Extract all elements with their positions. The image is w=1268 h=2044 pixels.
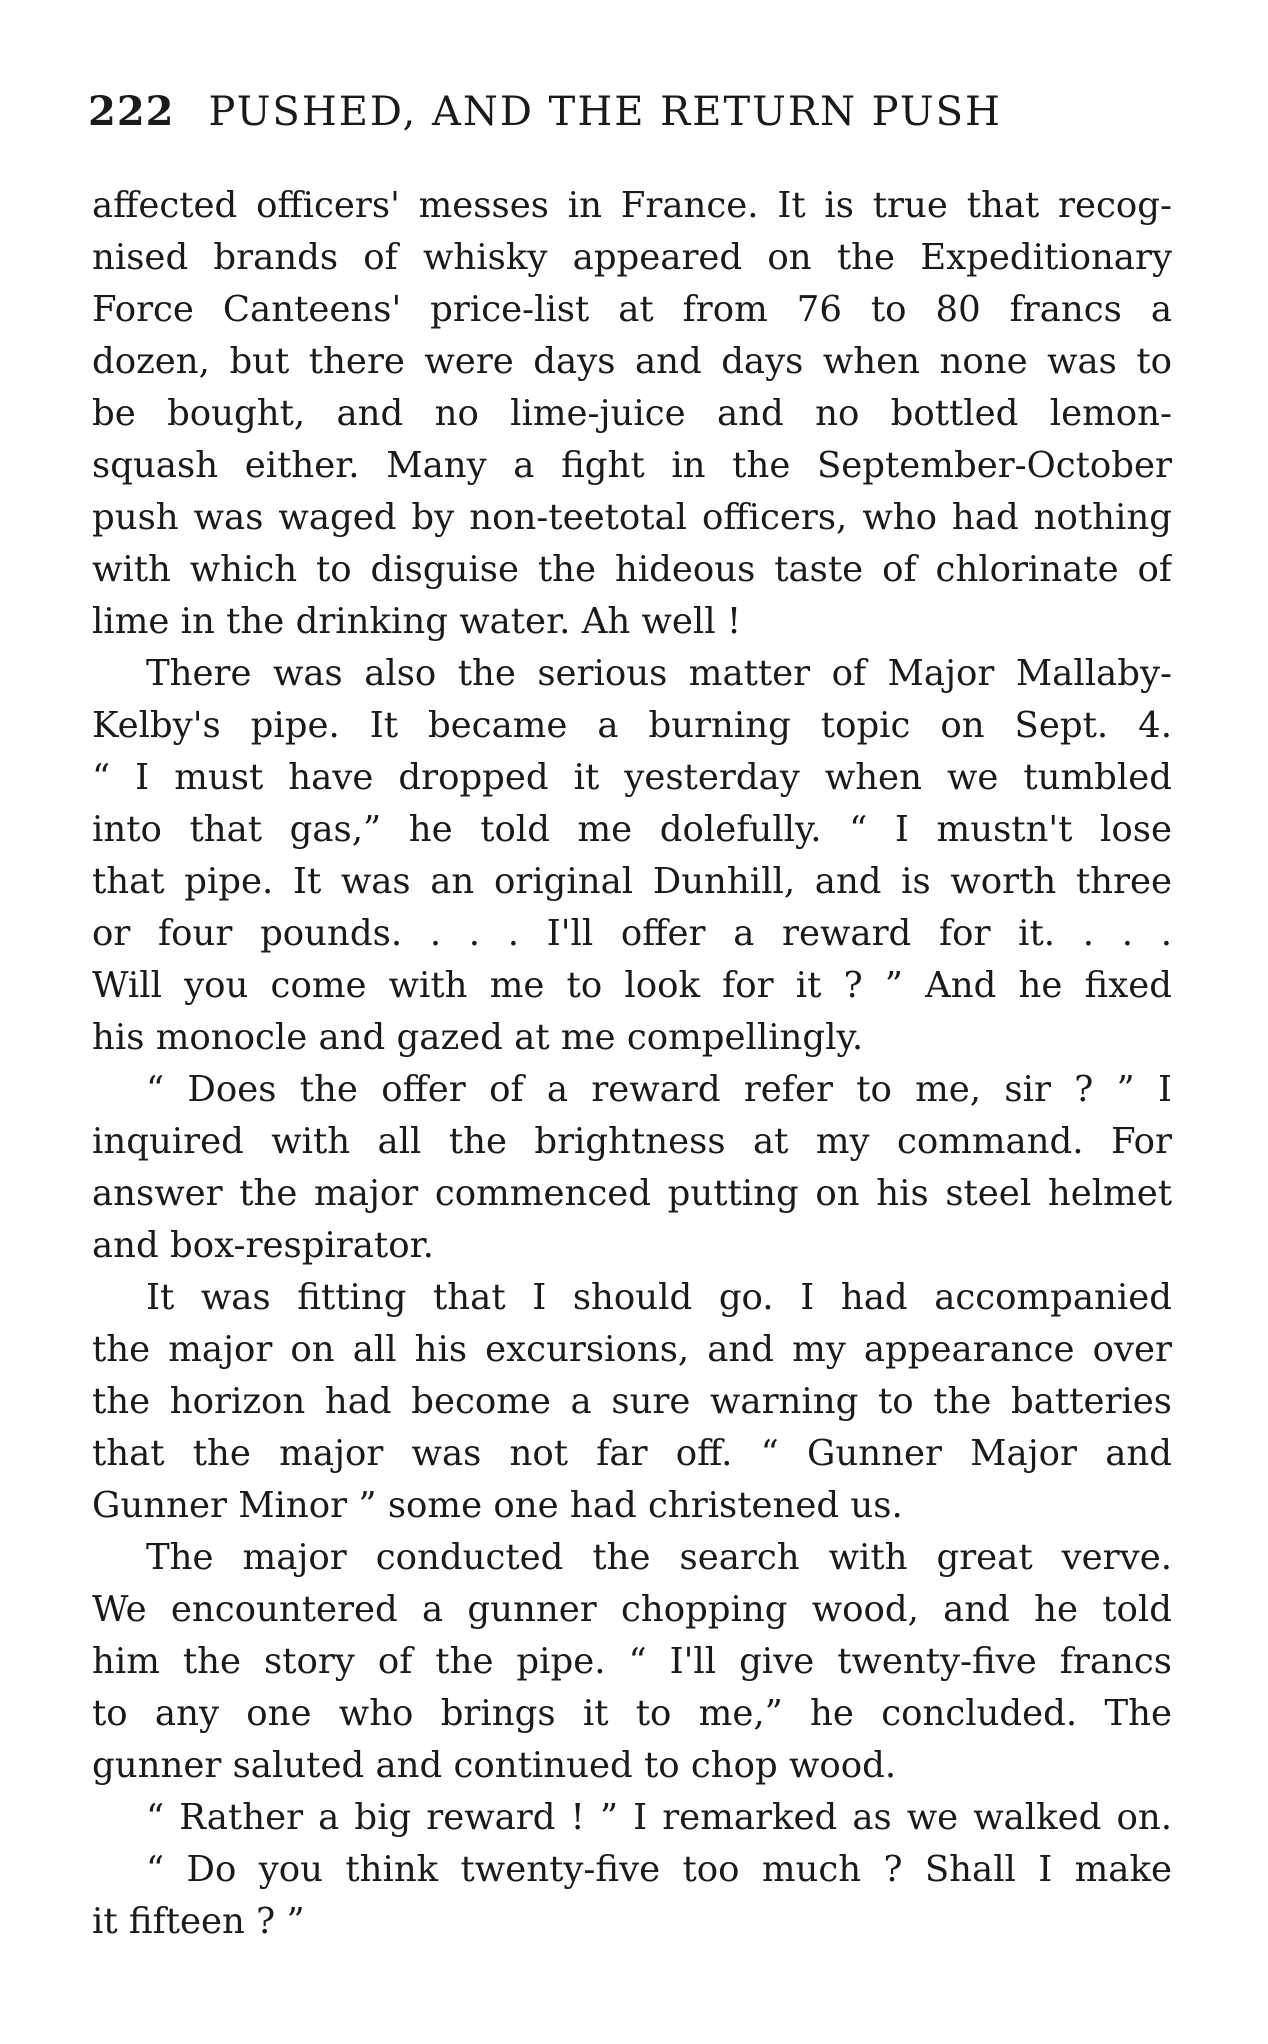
text-line: “ Does the offer of a reward refer to me, sir ? ” I [146, 1069, 1172, 1110]
text-line: There was also the serious matter of Major Mallaby- [146, 653, 1172, 694]
text-line: inquired with all the brightness at my command. For [92, 1121, 1172, 1162]
text-line: Force Canteens' price-list at from 76 to 80 francs a [92, 289, 1172, 330]
text-line: It was fitting that I should go. I had accompanied [146, 1277, 1172, 1318]
text-line: “ Rather a big reward ! ” I remarked as we walked on. [146, 1797, 1172, 1838]
text-line: that pipe. It was an original Dunhill, and is worth three [92, 861, 1172, 902]
text-line: nised brands of whisky appeared on the Expeditionary [92, 237, 1172, 278]
text-line: “ I must have dropped it yesterday when we tumbled [92, 757, 1172, 798]
text-line: “ Do you think twenty-five too much ? Shall I make [146, 1849, 1172, 1890]
text-line: Gunner Minor ” some one had christened us. [92, 1485, 903, 1526]
paragraph [92, 1064, 1172, 1272]
running-head [88, 84, 1178, 140]
text-line: affected officers' messes in France. It is true that recog- [92, 185, 1172, 226]
text-line: We encountered a gunner chopping wood, and he told [92, 1589, 1172, 1630]
text-line: be bought, and no lime-juice and no bottled lemon- [92, 393, 1172, 434]
text-line: that the major was not far off. “ Gunner Major and [92, 1433, 1172, 1474]
text-line: gunner saluted and continued to chop wood. [92, 1745, 897, 1786]
text-line: the horizon had become a sure warning to the batteries [92, 1381, 1172, 1422]
text-line: or four pounds. . . . I'll offer a reward for it. . . . [92, 913, 1172, 954]
text-line: lime in the drinking water. Ah well ! [92, 601, 742, 642]
text-line: squash either. Many a fight in the September-October [92, 445, 1172, 486]
text-line: and box-respirator. [92, 1225, 434, 1266]
text-line: it fifteen ? ” [92, 1901, 305, 1942]
text-line: dozen, but there were days and days when none was to [92, 341, 1172, 382]
text-line: answer the major commenced putting on his steel helmet [92, 1173, 1172, 1214]
text-line: into that gas,” he told me dolefully. “ I mustn't lose [92, 809, 1172, 850]
text-line: Will you come with me to look for it ? ” And he fixed [92, 965, 1172, 1006]
paragraph [92, 180, 1172, 648]
text-line: the major on all his excursions, and my appearance over [92, 1329, 1172, 1370]
text-line: with which to disguise the hideous taste of chlorinate of [92, 549, 1172, 590]
paragraph [92, 1844, 1172, 1948]
text-line: to any one who brings it to me,” he concluded. The [92, 1693, 1172, 1734]
paragraph [92, 1792, 1172, 1844]
page-number: 222 [88, 88, 175, 135]
body-text [92, 180, 1172, 1948]
text-line: his monocle and gazed at me compellingly. [92, 1017, 864, 1058]
text-line: him the story of the pipe. “ I'll give twenty-five francs [92, 1641, 1172, 1682]
text-line: Kelby's pipe. It became a burning topic on Sept. 4. [92, 705, 1172, 746]
text-line: The major conducted the search with great verve. [146, 1537, 1172, 1578]
paragraph [92, 1532, 1172, 1792]
paragraph [92, 1272, 1172, 1532]
paragraph [92, 648, 1172, 1064]
running-title: PUSHED, AND THE RETURN PUSH [208, 89, 1002, 135]
text-line: push was waged by non-teetotal officers, who had nothing [92, 497, 1172, 538]
